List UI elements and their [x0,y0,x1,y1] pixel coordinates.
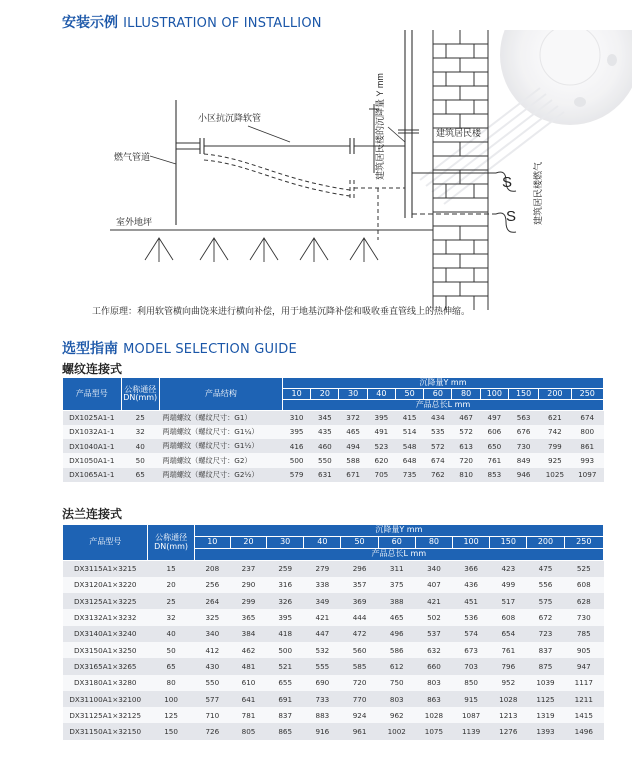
cell-length: 491 [367,425,395,439]
cell-length: 514 [395,425,423,439]
cell-length: 710 [194,707,230,723]
label-s-lower: S [506,208,517,225]
cell-length: 1496 [564,723,603,739]
cell-model: DX3140A1×3240 [63,626,148,642]
cell-model: DX1050A1-1 [63,453,122,467]
install-title-zh: 安装示例 [62,15,118,31]
table-row [63,411,604,425]
cell-length: 805 [230,723,266,739]
cell-length: 1213 [490,707,527,723]
cell-length: 761 [480,453,508,467]
cell-length: 952 [490,675,527,691]
cell-length: 416 [282,439,310,453]
cell-length: 735 [395,468,423,482]
cell-length: 525 [564,561,603,577]
cell-length: 310 [282,411,310,425]
cell-structure: 两端螺纹（螺纹尺寸：G1¼） [159,425,282,439]
cell-length: 703 [453,658,490,674]
cell-length: 641 [230,691,266,707]
cell-length: 1028 [415,707,452,723]
cell-length: 256 [194,577,230,593]
cell-model: DX3132A1×3232 [63,609,148,625]
cell-length: 472 [341,626,378,642]
cell-length: 444 [341,609,378,625]
guide-title-zh: 选型指南 [62,341,118,357]
guide-title-en: MODEL SELECTION GUIDE [123,342,297,357]
cell-length: 726 [194,723,230,739]
label-settle-y: 建筑居民楼的沉降量 Y mm [375,73,385,180]
cell-length: 481 [230,658,266,674]
cell-length: 311 [378,561,415,577]
cell-length: 648 [395,453,423,467]
cell-length: 915 [453,691,490,707]
flange-table-body [63,561,604,740]
th-y-150: 150 [508,389,538,400]
th-model: 产品型号 [63,525,148,561]
cell-dn: 25 [121,411,159,425]
cell-length: 588 [339,453,367,467]
cell-length: 460 [311,439,339,453]
cell-length: 785 [564,626,603,642]
th-model: 产品型号 [63,378,122,411]
cell-length: 730 [508,439,538,453]
cell-model: DX31125A1×32125 [63,707,148,723]
cell-length: 660 [415,658,452,674]
th-dn-line1: 公称通径 [124,384,157,394]
cell-model: DX1032A1-1 [63,425,122,439]
brick-wall [433,30,488,310]
cell-length: 674 [424,453,452,467]
cell-dn: 15 [148,561,194,577]
cell-length: 208 [194,561,230,577]
cell-length: 340 [415,561,452,577]
cell-length: 837 [267,707,304,723]
cell-length: 585 [341,658,378,674]
cell-length: 535 [424,425,452,439]
cell-dn: 40 [148,626,194,642]
cell-length: 500 [267,642,304,658]
cell-length: 384 [230,626,266,642]
th-y-40: 40 [367,389,395,400]
cell-length: 423 [490,561,527,577]
th-y-100: 100 [480,389,508,400]
product-photo-background [420,30,632,204]
th-y-60: 60 [424,389,452,400]
cell-length: 1097 [571,468,603,482]
cell-length: 497 [480,411,508,425]
cell-model: DX1040A1-1 [63,439,122,453]
label-ground: 室外地坪 [116,217,153,227]
cell-length: 447 [304,626,341,642]
table-row [63,723,604,739]
cell-length: 924 [341,707,378,723]
cell-length: 720 [452,453,480,467]
cell-length: 1075 [415,723,452,739]
cell-length: 290 [230,577,266,593]
table-row [63,439,604,453]
cell-length: 610 [230,675,266,691]
cell-length: 572 [452,425,480,439]
cell-length: 1276 [490,723,527,739]
cell-length: 723 [527,626,564,642]
cell-length: 418 [267,626,304,642]
cell-length: 691 [267,691,304,707]
cell-length: 366 [453,561,490,577]
th-length: 产品总长L mm [194,549,603,561]
cell-length: 555 [304,658,341,674]
cell-model: DX3150A1×3250 [63,642,148,658]
cell-length: 550 [194,675,230,691]
th-y-30: 30 [267,537,304,549]
cell-length: 770 [341,691,378,707]
table-row [63,561,604,577]
th-y-150: 150 [490,537,527,549]
cell-length: 1139 [453,723,490,739]
th-dn-line2: DN(mm) [123,393,158,402]
cell-length: 465 [339,425,367,439]
cell-model: DX3165A1×3265 [63,658,148,674]
cell-model: DX3125A1×3225 [63,593,148,609]
cell-length: 372 [339,411,367,425]
cell-length: 690 [304,675,341,691]
th-settle: 沉降量Y mm [194,525,603,537]
cell-length: 620 [367,453,395,467]
cell-length: 1117 [564,675,603,691]
th-y-250: 250 [571,389,603,400]
cell-length: 395 [367,411,395,425]
cell-length: 781 [230,707,266,723]
cell-length: 316 [267,577,304,593]
cell-length: 575 [527,593,564,609]
table-row [63,642,604,658]
cell-length: 654 [490,626,527,642]
label-s-upper: S [502,174,513,191]
cell-length: 674 [571,411,603,425]
th-y-100: 100 [453,537,490,549]
cell-dn: 125 [148,707,194,723]
cell-length: 849 [508,453,538,467]
working-principle: 工作原理：利用软管横向曲饶来进行横向补偿，用于地基沉降补偿和吸收垂直管线上的热伸缩。 [92,307,471,317]
cell-length: 608 [564,577,603,593]
cell-length: 632 [415,642,452,658]
cell-length: 850 [453,675,490,691]
th-y-50: 50 [341,537,378,549]
cell-length: 572 [424,439,452,453]
cell-length: 340 [194,626,230,642]
th-y-80: 80 [415,537,452,549]
cell-model: DX31150A1×32150 [63,723,148,739]
cell-length: 279 [304,561,341,577]
cell-length: 563 [508,411,538,425]
cell-structure: 两端螺纹（螺纹尺寸：G1½） [159,439,282,453]
cell-length: 517 [490,593,527,609]
cell-length: 810 [452,468,480,482]
cell-length: 861 [571,439,603,453]
cell-length: 1039 [527,675,564,691]
cell-length: 395 [282,425,310,439]
cell-length: 837 [527,642,564,658]
cell-dn: 32 [148,609,194,625]
cell-length: 742 [539,425,571,439]
cell-length: 730 [564,609,603,625]
cell-length: 467 [452,411,480,425]
cell-length: 430 [194,658,230,674]
cell-length: 435 [311,425,339,439]
cell-length: 325 [194,609,230,625]
cell-length: 905 [564,642,603,658]
cell-length: 1087 [453,707,490,723]
cell-structure: 两端螺纹（螺纹尺寸：G2） [159,453,282,467]
cell-length: 673 [453,642,490,658]
cell-length: 556 [527,577,564,593]
cell-length: 586 [378,642,415,658]
cell-length: 796 [490,658,527,674]
cell-length: 299 [230,593,266,609]
cell-length: 421 [304,609,341,625]
th-y-50: 50 [395,389,423,400]
cell-length: 412 [194,642,230,658]
cell-length: 1211 [564,691,603,707]
cell-length: 875 [527,658,564,674]
cell-length: 720 [341,675,378,691]
cell-length: 631 [311,468,339,482]
cell-length: 608 [490,609,527,625]
cell-length: 1393 [527,723,564,739]
cell-length: 1125 [527,691,564,707]
cell-length: 548 [395,439,423,453]
cell-length: 993 [571,453,603,467]
table-row [63,675,604,691]
cell-dn: 100 [148,691,194,707]
cell-length: 613 [452,439,480,453]
th-y-80: 80 [452,389,480,400]
cell-length: 762 [424,468,452,482]
thread-table [62,377,604,482]
cell-length: 338 [304,577,341,593]
cell-length: 499 [490,577,527,593]
cell-length: 349 [304,593,341,609]
cell-model: DX3120A1×3220 [63,577,148,593]
th-y-10: 10 [194,537,230,549]
cell-structure: 两端螺纹（螺纹尺寸：G2½） [159,468,282,482]
cell-length: 628 [564,593,603,609]
cell-length: 803 [415,675,452,691]
table-row [63,707,604,723]
cell-length: 326 [267,593,304,609]
cell-length: 925 [539,453,571,467]
th-y-200: 200 [539,389,571,400]
th-y-30: 30 [339,389,367,400]
table-row [63,691,604,707]
cell-length: 961 [341,723,378,739]
cell-dn: 20 [148,577,194,593]
cell-length: 395 [267,609,304,625]
cell-length: 296 [341,561,378,577]
table-row [63,593,604,609]
cell-length: 946 [508,468,538,482]
cell-model: DX3180A1×3280 [63,675,148,691]
table-row [63,609,604,625]
cell-length: 345 [311,411,339,425]
cell-model: DX3115A1×3215 [63,561,148,577]
cell-length: 1028 [490,691,527,707]
cell-dn: 25 [148,593,194,609]
install-title-en: ILLUSTRATION OF INSTALLION [123,16,322,31]
table-row [63,626,604,642]
cell-structure: 两端螺纹（螺纹尺寸：G1） [159,411,282,425]
riser-pipe [398,30,419,218]
cell-length: 577 [194,691,230,707]
thread-subtitle: 螺纹连接式 [62,362,123,376]
cell-length: 365 [230,609,266,625]
cell-length: 375 [378,577,415,593]
label-gas-pipe: 燃气管道 [114,152,151,162]
cell-length: 612 [378,658,415,674]
cell-length: 369 [341,593,378,609]
cell-length: 672 [527,609,564,625]
cell-length: 962 [378,707,415,723]
cell-length: 462 [230,642,266,658]
cell-length: 237 [230,561,266,577]
th-y-20: 20 [230,537,266,549]
th-dn-line2: DN(mm) [154,541,189,551]
flange-table [62,524,604,740]
cell-dn: 50 [148,642,194,658]
cell-length: 916 [304,723,341,739]
cell-length: 853 [480,468,508,482]
cell-length: 676 [508,425,538,439]
cell-dn: 65 [121,468,159,482]
cell-length: 560 [341,642,378,658]
cell-length: 579 [282,468,310,482]
cell-length: 421 [415,593,452,609]
table-row [63,468,604,482]
cell-length: 451 [453,593,490,609]
cell-length: 407 [415,577,452,593]
install-heading [62,12,322,32]
cell-length: 532 [304,642,341,658]
cell-length: 606 [480,425,508,439]
cell-dn: 50 [121,453,159,467]
cell-length: 799 [539,439,571,453]
cell-length: 357 [341,577,378,593]
cell-model: DX1025A1-1 [63,411,122,425]
cell-length: 863 [415,691,452,707]
cell-length: 655 [267,675,304,691]
cell-length: 415 [395,411,423,425]
cell-length: 705 [367,468,395,482]
cell-length: 883 [304,707,341,723]
cell-length: 947 [564,658,603,674]
cell-length: 465 [378,609,415,625]
table-row [63,577,604,593]
cell-length: 550 [311,453,339,467]
cell-length: 259 [267,561,304,577]
cell-length: 434 [424,411,452,425]
cell-length: 500 [282,453,310,467]
flange-subtitle: 法兰连接式 [62,507,123,521]
cell-length: 650 [480,439,508,453]
th-y-200: 200 [527,537,564,549]
guide-heading [62,338,297,358]
cell-length: 496 [378,626,415,642]
cell-length: 574 [453,626,490,642]
label-building: 建筑居民楼 [436,128,482,138]
cell-length: 1025 [539,468,571,482]
installation-diagram [0,30,632,310]
cell-dn: 40 [121,439,159,453]
th-settle: 沉降量Y mm [282,378,603,389]
cell-length: 803 [378,691,415,707]
cell-length: 264 [194,593,230,609]
soil-hatching [145,238,378,262]
cell-length: 750 [378,675,415,691]
cell-length: 761 [490,642,527,658]
th-y-10: 10 [282,389,310,400]
th-y-20: 20 [311,389,339,400]
th-dn-line1: 公称通径 [155,533,188,543]
thread-table-body [63,411,604,482]
cell-length: 671 [339,468,367,482]
cell-length: 536 [453,609,490,625]
th-y-40: 40 [304,537,341,549]
cell-dn: 80 [148,675,194,691]
cell-model: DX1065A1-1 [63,468,122,482]
th-dn [148,525,194,561]
th-y-250: 250 [564,537,603,549]
cell-length: 733 [304,691,341,707]
th-structure: 产品结构 [159,378,282,411]
th-y-60: 60 [378,537,415,549]
label-anti-hose: 小区抗沉降软管 [198,113,262,123]
cell-length: 523 [367,439,395,453]
cell-length: 1415 [564,707,603,723]
cell-length: 1319 [527,707,564,723]
table-row [63,453,604,467]
cell-length: 621 [539,411,571,425]
cell-length: 475 [527,561,564,577]
cell-length: 494 [339,439,367,453]
cell-length: 502 [415,609,452,625]
cell-dn: 150 [148,723,194,739]
label-leaders [110,126,405,230]
table-row [63,425,604,439]
th-dn [121,378,159,411]
cell-length: 865 [267,723,304,739]
cell-dn: 65 [148,658,194,674]
cell-length: 436 [453,577,490,593]
cell-length: 388 [378,593,415,609]
cell-length: 521 [267,658,304,674]
cell-model: DX31100A1×32100 [63,691,148,707]
cell-length: 800 [571,425,603,439]
table-row [63,658,604,674]
cell-dn: 32 [121,425,159,439]
label-building-gas: 建筑居民楼燃气 [533,161,543,225]
th-length: 产品总长L mm [282,400,603,411]
cell-length: 1002 [378,723,415,739]
cell-length: 537 [415,626,452,642]
